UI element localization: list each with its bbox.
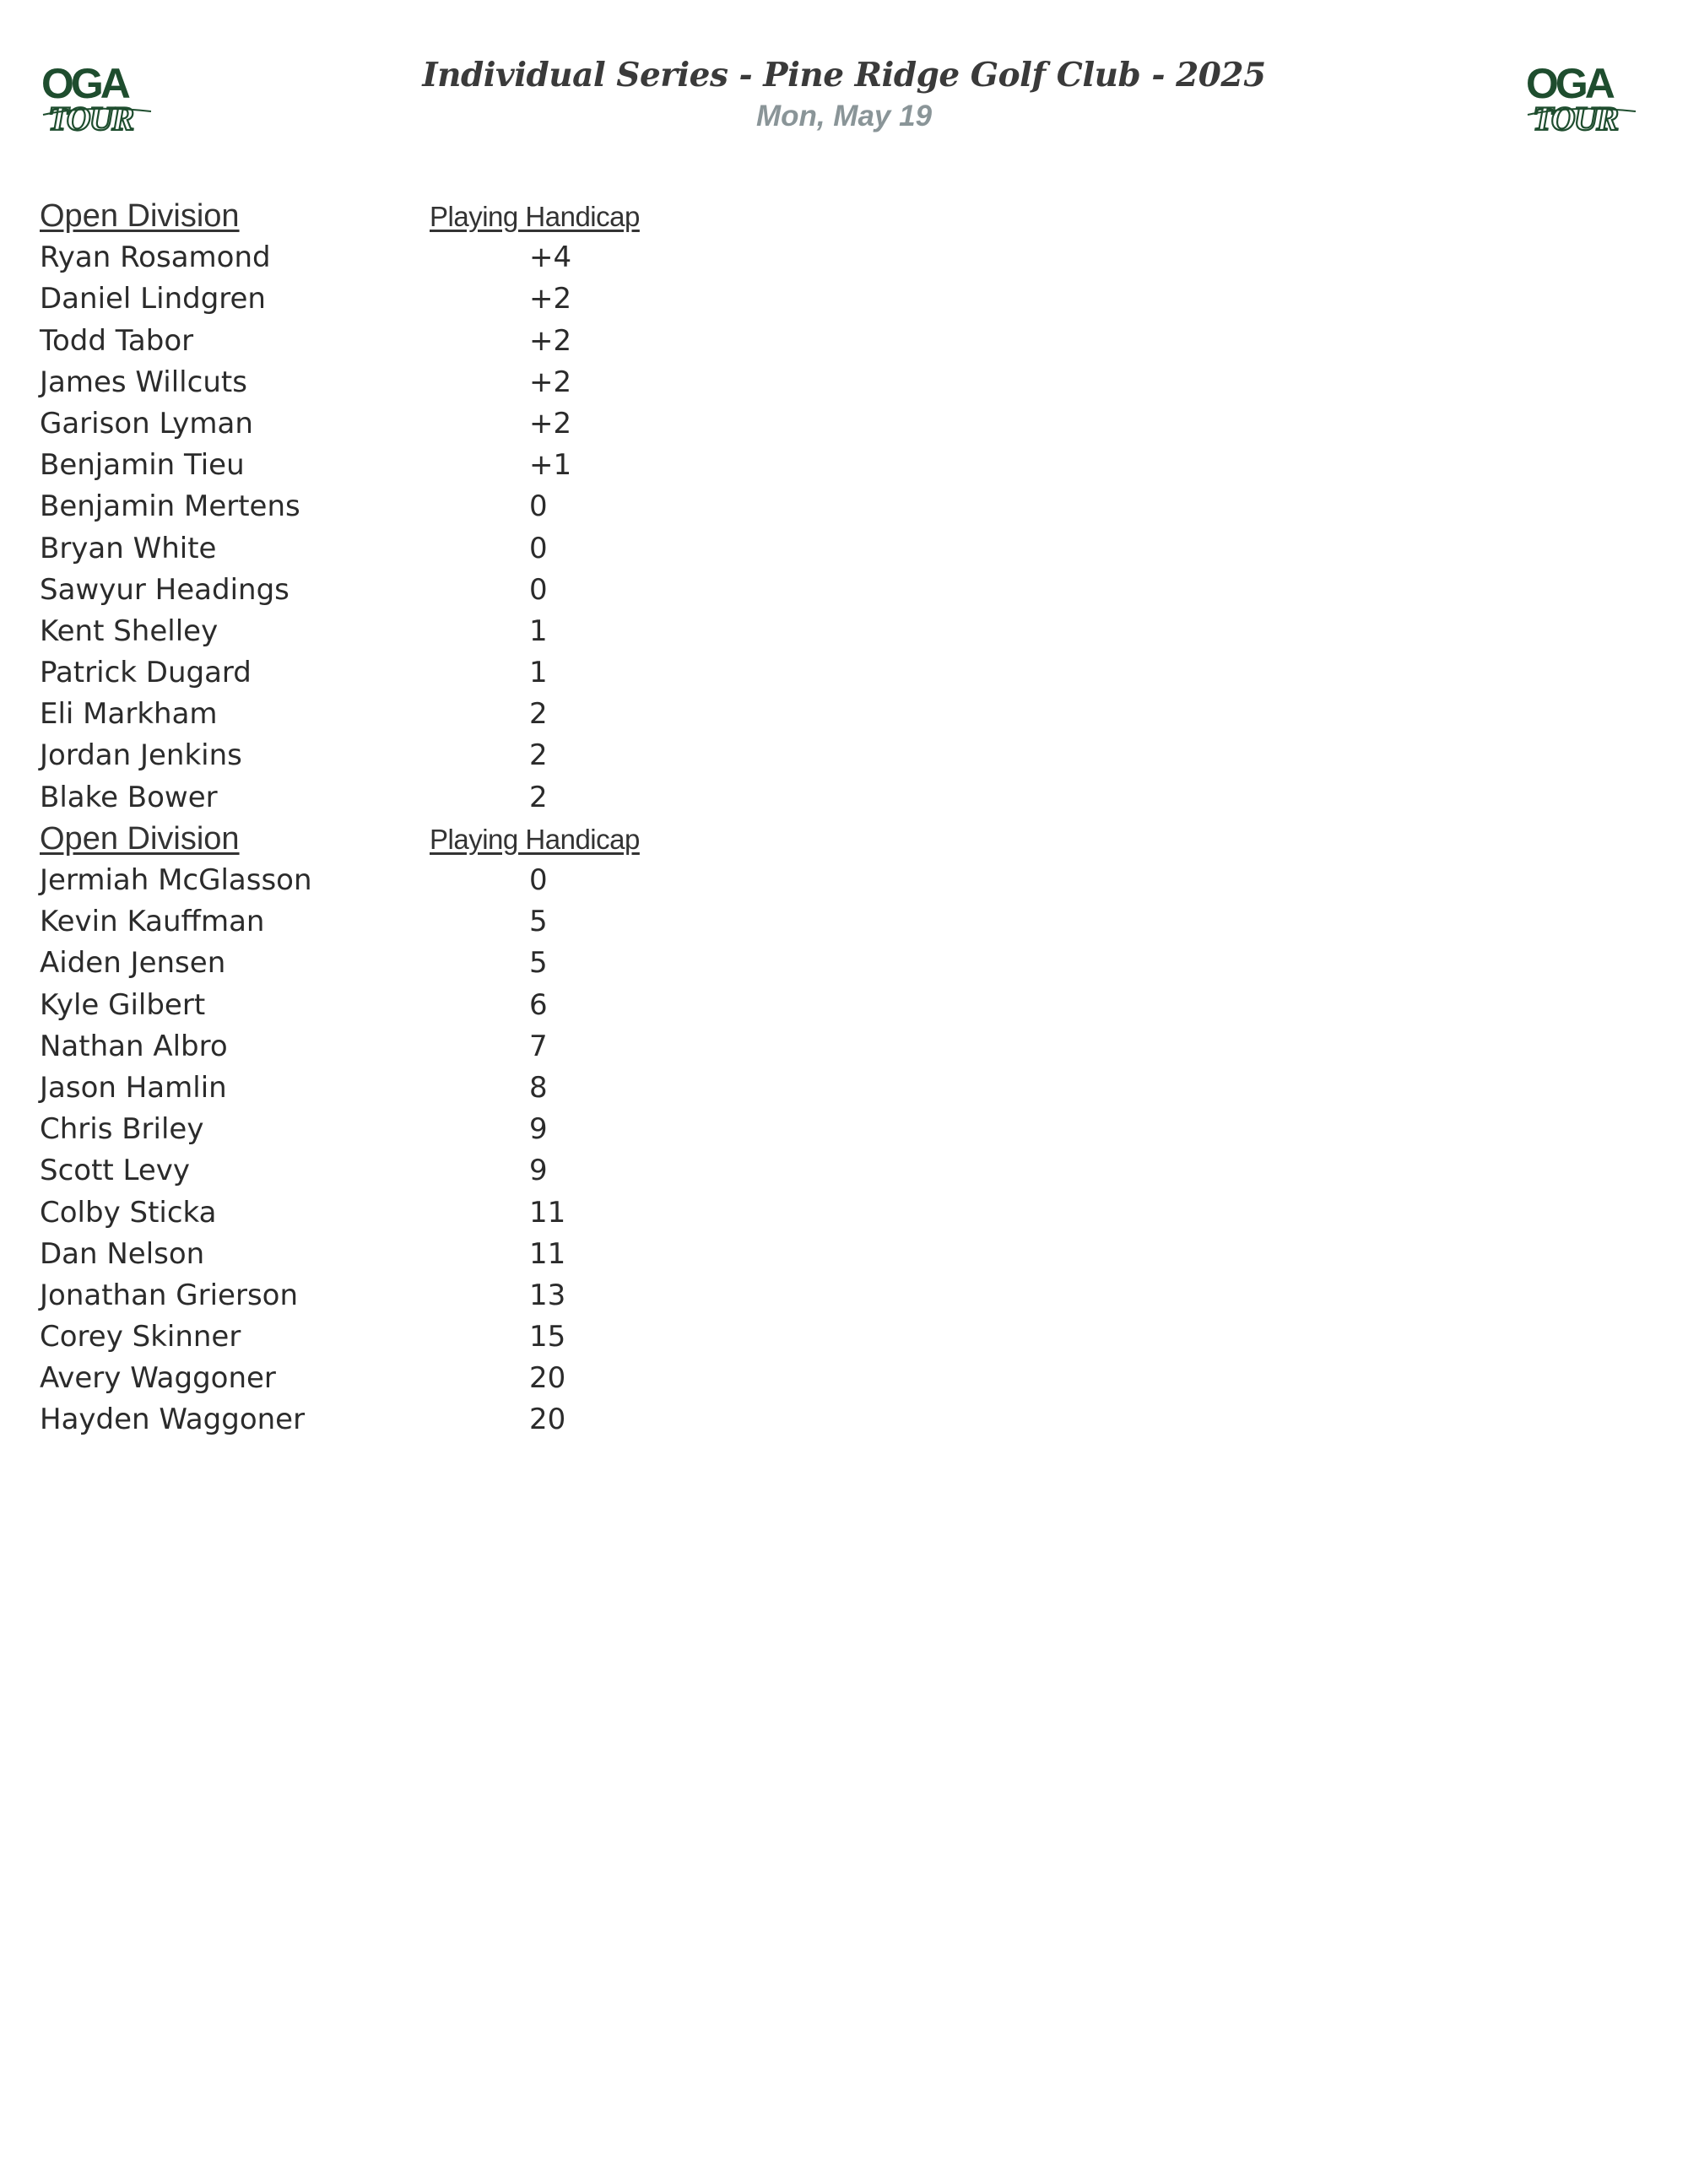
player-handicap: 2 <box>529 780 548 814</box>
player-row <box>40 570 799 611</box>
player-row <box>40 943 799 984</box>
player-name: Garison Lyman <box>40 406 253 441</box>
player-name: Kyle Gilbert <box>40 987 206 1022</box>
division-name: Open Division <box>40 820 240 857</box>
player-row <box>40 1026 799 1068</box>
player-row <box>40 860 799 901</box>
player-row <box>40 362 799 403</box>
player-row <box>40 486 799 527</box>
player-handicap: 0 <box>529 863 548 897</box>
player-row <box>40 528 799 570</box>
player-name: Ryan Rosamond <box>40 241 271 275</box>
player-row <box>40 735 799 776</box>
player-handicap: +2 <box>529 323 572 358</box>
player-handicap: 0 <box>529 531 548 565</box>
player-row <box>40 611 799 652</box>
division-name: Open Division <box>40 198 240 234</box>
division-header <box>40 819 799 860</box>
player-row <box>40 1150 799 1192</box>
player-handicap: +4 <box>529 241 572 275</box>
player-row <box>40 1192 799 1234</box>
player-handicap: +2 <box>529 365 572 399</box>
player-name: Jason Hamlin <box>40 1070 227 1105</box>
player-name: Avery Waggoner <box>40 1361 276 1396</box>
player-handicap: 8 <box>529 1070 548 1105</box>
player-handicap: 2 <box>529 738 548 773</box>
player-row <box>40 1275 799 1316</box>
division-header <box>40 196 799 237</box>
player-row <box>40 694 799 735</box>
player-name: Jermiah McGlasson <box>40 863 312 897</box>
player-row <box>40 1399 799 1441</box>
player-name: Jordan Jenkins <box>40 738 242 773</box>
player-handicap: 1 <box>529 614 548 648</box>
svg-text:OGA: OGA <box>1526 61 1612 107</box>
player-handicap: 20 <box>529 1403 566 1437</box>
handicap-roster <box>40 196 799 1441</box>
column-header-playing-handicap: Playing Handicap <box>430 823 640 855</box>
player-row <box>40 901 799 943</box>
player-handicap: +2 <box>529 406 572 441</box>
player-row <box>40 1234 799 1275</box>
player-handicap: 9 <box>529 1112 548 1147</box>
player-handicap: 5 <box>529 946 548 981</box>
player-handicap: +1 <box>529 448 572 483</box>
player-handicap: +2 <box>529 282 572 316</box>
player-name: Benjamin Tieu <box>40 448 245 483</box>
player-name: Corey Skinner <box>40 1320 241 1354</box>
player-row <box>40 985 799 1026</box>
player-handicap: 11 <box>529 1236 566 1271</box>
player-row <box>40 1316 799 1358</box>
player-row <box>40 1068 799 1109</box>
player-handicap: 11 <box>529 1195 566 1230</box>
player-name: Jonathan Grierson <box>40 1278 299 1312</box>
player-name: Dan Nelson <box>40 1236 205 1271</box>
player-name: James Willcuts <box>40 365 247 399</box>
player-row <box>40 777 799 819</box>
player-row <box>40 1109 799 1150</box>
player-handicap: 13 <box>529 1278 566 1312</box>
player-handicap: 9 <box>529 1154 548 1188</box>
player-row <box>40 237 799 278</box>
player-handicap: 0 <box>529 489 548 524</box>
player-handicap: 6 <box>529 987 548 1022</box>
player-row <box>40 278 799 320</box>
player-handicap: 1 <box>529 656 548 690</box>
player-row <box>40 652 799 694</box>
player-name: Kevin Kauffman <box>40 905 265 939</box>
player-name: Eli Markham <box>40 697 218 732</box>
player-name: Benjamin Mertens <box>40 489 300 524</box>
svg-text:TOUR: TOUR <box>48 100 133 137</box>
event-date: Mon, May 19 <box>755 100 933 132</box>
player-name: Patrick Dugard <box>40 656 252 690</box>
player-name: Colby Sticka <box>40 1195 217 1230</box>
player-name: Hayden Waggoner <box>40 1403 306 1437</box>
player-handicap: 5 <box>529 905 548 939</box>
player-name: Todd Tabor <box>40 323 194 358</box>
player-row <box>40 1358 799 1399</box>
player-row <box>40 321 799 362</box>
player-row <box>40 445 799 486</box>
player-handicap: 20 <box>529 1361 566 1396</box>
player-name: Kent Shelley <box>40 614 219 648</box>
player-handicap: 0 <box>529 572 548 607</box>
player-row <box>40 403 799 445</box>
player-name: Aiden Jensen <box>40 946 226 981</box>
player-name: Bryan White <box>40 531 217 565</box>
player-handicap: 15 <box>529 1320 566 1354</box>
svg-text:TOUR: TOUR <box>1533 100 1618 137</box>
player-name: Sawyur Headings <box>40 572 289 607</box>
column-header-playing-handicap: Playing Handicap <box>430 201 640 232</box>
svg-text:OGA: OGA <box>41 61 127 107</box>
player-handicap: 2 <box>529 697 548 732</box>
player-name: Chris Briley <box>40 1112 204 1147</box>
player-name: Scott Levy <box>40 1154 191 1188</box>
player-name: Nathan Albro <box>40 1029 228 1063</box>
page-title: Individual Series - Pine Ridge Golf Club - 2025 <box>422 56 1266 95</box>
player-name: Daniel Lindgren <box>40 282 266 316</box>
player-handicap: 7 <box>529 1029 548 1063</box>
player-name: Blake Bower <box>40 780 218 814</box>
